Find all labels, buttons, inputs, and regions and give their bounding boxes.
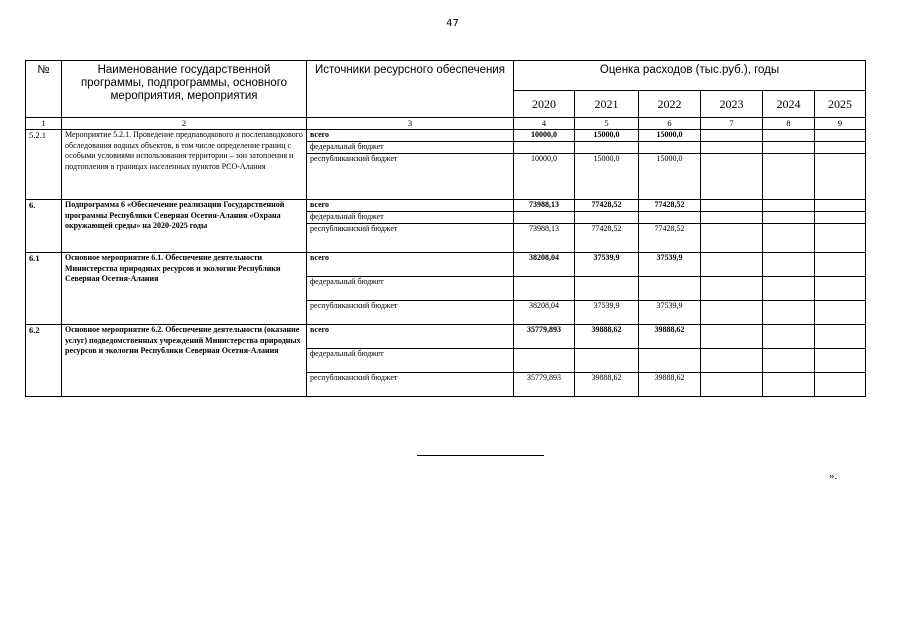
cost-value-empty xyxy=(701,301,763,325)
cost-value: 37539,9 xyxy=(575,301,639,325)
header-cost: Оценка расходов (тыс.руб.), годы xyxy=(514,61,866,91)
row-number: 5.2.1 xyxy=(26,130,62,200)
cost-value: 15000,0 xyxy=(639,154,701,200)
row-number: 6.1 xyxy=(26,253,62,325)
header-year: 2020 xyxy=(514,91,575,118)
funding-source: федеральный бюджет xyxy=(307,212,514,224)
column-number: 1 xyxy=(26,118,62,130)
cost-value-empty xyxy=(701,349,763,373)
cost-value: 38208,04 xyxy=(514,253,575,277)
cost-value-empty xyxy=(815,154,866,200)
funding-source: всего xyxy=(307,200,514,212)
cost-value-empty xyxy=(763,253,815,277)
funding-source: федеральный бюджет xyxy=(307,277,514,301)
column-number: 8 xyxy=(763,118,815,130)
cost-value: 10000,0 xyxy=(514,154,575,200)
cost-value-empty xyxy=(815,301,866,325)
cost-value xyxy=(514,349,575,373)
header-year: 2023 xyxy=(701,91,763,118)
funding-source: всего xyxy=(307,325,514,349)
cost-value: 15000,0 xyxy=(575,154,639,200)
table-row xyxy=(26,200,866,212)
cost-value: 37539,9 xyxy=(575,253,639,277)
signature-line xyxy=(417,455,544,456)
closing-mark: ». xyxy=(829,470,838,482)
cost-value: 73988,13 xyxy=(514,200,575,212)
cost-value-empty xyxy=(763,200,815,212)
cost-value: 15000,0 xyxy=(639,130,701,142)
cost-value-empty xyxy=(763,130,815,142)
cost-value: 73988,13 xyxy=(514,224,575,253)
header-year: 2021 xyxy=(575,91,639,118)
cost-value-empty xyxy=(815,212,866,224)
table-row xyxy=(26,325,866,349)
table-row xyxy=(26,253,866,277)
funding-source: всего xyxy=(307,130,514,142)
table-body xyxy=(26,130,866,397)
cost-value-empty xyxy=(763,212,815,224)
cost-value: 39888,62 xyxy=(575,373,639,397)
activity-name: Мероприятие 5.2.1. Проведение предпаводкового и послепаводкового обследования водных объектов, в том числе определение границ с особыми условиями использования территории – зон затопления и подтопления в границах населенных пунктов РСО-Алания xyxy=(62,130,307,200)
cost-value: 38208,04 xyxy=(514,301,575,325)
cost-value: 77428,52 xyxy=(575,200,639,212)
activity-name: Основное мероприятие 6.2. Обеспечение деятельности (оказание услуг) подведомственных учреждений Министерства природных ресурсов и экологии Республики Северная Осетия-Алания xyxy=(62,325,307,397)
cost-value: 37539,9 xyxy=(639,253,701,277)
cost-value-empty xyxy=(763,349,815,373)
column-number: 3 xyxy=(307,118,514,130)
cost-value-empty xyxy=(701,200,763,212)
cost-value xyxy=(575,142,639,154)
cost-value xyxy=(639,277,701,301)
cost-value-empty xyxy=(763,142,815,154)
cost-value-empty xyxy=(701,224,763,253)
header-source: Источники ресурсного обеспечения xyxy=(307,61,514,118)
cost-value-empty xyxy=(815,253,866,277)
cost-value-empty xyxy=(701,325,763,349)
cost-value-empty xyxy=(815,142,866,154)
cost-value-empty xyxy=(701,142,763,154)
header-year: 2025 xyxy=(815,91,866,118)
cost-value-empty xyxy=(815,325,866,349)
cost-value-empty xyxy=(701,212,763,224)
cost-value: 39888,62 xyxy=(639,325,701,349)
cost-value: 39888,62 xyxy=(575,325,639,349)
cost-value-empty xyxy=(815,200,866,212)
cost-value xyxy=(639,212,701,224)
cost-value xyxy=(514,142,575,154)
cost-value-empty xyxy=(763,325,815,349)
funding-source: федеральный бюджет xyxy=(307,142,514,154)
cost-value xyxy=(575,349,639,373)
cost-value-empty xyxy=(701,154,763,200)
cost-value-empty xyxy=(701,253,763,277)
header-no: № xyxy=(26,61,62,118)
cost-value: 77428,52 xyxy=(575,224,639,253)
cost-value: 77428,52 xyxy=(639,200,701,212)
column-number: 7 xyxy=(701,118,763,130)
column-number: 6 xyxy=(639,118,701,130)
header-year: 2022 xyxy=(639,91,701,118)
cost-value: 15000,0 xyxy=(575,130,639,142)
cost-value: 35779,893 xyxy=(514,325,575,349)
row-number: 6.2 xyxy=(26,325,62,397)
funding-source: всего xyxy=(307,253,514,277)
column-number: 5 xyxy=(575,118,639,130)
cost-value xyxy=(575,212,639,224)
cost-value-empty xyxy=(701,277,763,301)
cost-value: 10000,0 xyxy=(514,130,575,142)
activity-name: Подпрограмма 6 «Обеспечение реализации Государственной программы Республики Северная Осетия-Алания «Охрана окружающей среды» на 2020-2025 годы xyxy=(62,200,307,253)
page-number: 47 xyxy=(446,18,459,29)
cost-value-empty xyxy=(701,130,763,142)
column-number: 2 xyxy=(62,118,307,130)
cost-value: 37539,9 xyxy=(639,301,701,325)
cost-value-empty xyxy=(763,301,815,325)
cost-value: 39888,62 xyxy=(639,373,701,397)
cost-value-empty xyxy=(701,373,763,397)
cost-value-empty xyxy=(815,349,866,373)
cost-value xyxy=(639,142,701,154)
cost-value xyxy=(639,349,701,373)
funding-source: федеральный бюджет xyxy=(307,349,514,373)
row-number: 6. xyxy=(26,200,62,253)
cost-value-empty xyxy=(763,277,815,301)
activity-name: Основное мероприятие 6.1. Обеспечение деятельности Министерства природных ресурсов и экологии Республики Северная Осетия-Алания xyxy=(62,253,307,325)
cost-value-empty xyxy=(815,373,866,397)
funding-source: республиканский бюджет xyxy=(307,301,514,325)
cost-value-empty xyxy=(815,277,866,301)
header-name: Наименование государственной программы, подпрограммы, основного мероприятия, мероприятия xyxy=(62,61,307,118)
cost-value xyxy=(575,277,639,301)
cost-value-empty xyxy=(763,373,815,397)
cost-value-empty xyxy=(763,154,815,200)
cost-value-empty xyxy=(815,130,866,142)
funding-source: республиканский бюджет xyxy=(307,224,514,253)
header-year: 2024 xyxy=(763,91,815,118)
column-number: 4 xyxy=(514,118,575,130)
cost-value-empty xyxy=(815,224,866,253)
funding-source: республиканский бюджет xyxy=(307,373,514,397)
cost-value-empty xyxy=(763,224,815,253)
cost-value xyxy=(514,212,575,224)
cost-value: 77428,52 xyxy=(639,224,701,253)
cost-value xyxy=(514,277,575,301)
funding-source: республиканский бюджет xyxy=(307,154,514,200)
resource-table xyxy=(25,60,866,397)
column-number: 9 xyxy=(815,118,866,130)
cost-value: 35779,893 xyxy=(514,373,575,397)
table-row xyxy=(26,130,866,142)
